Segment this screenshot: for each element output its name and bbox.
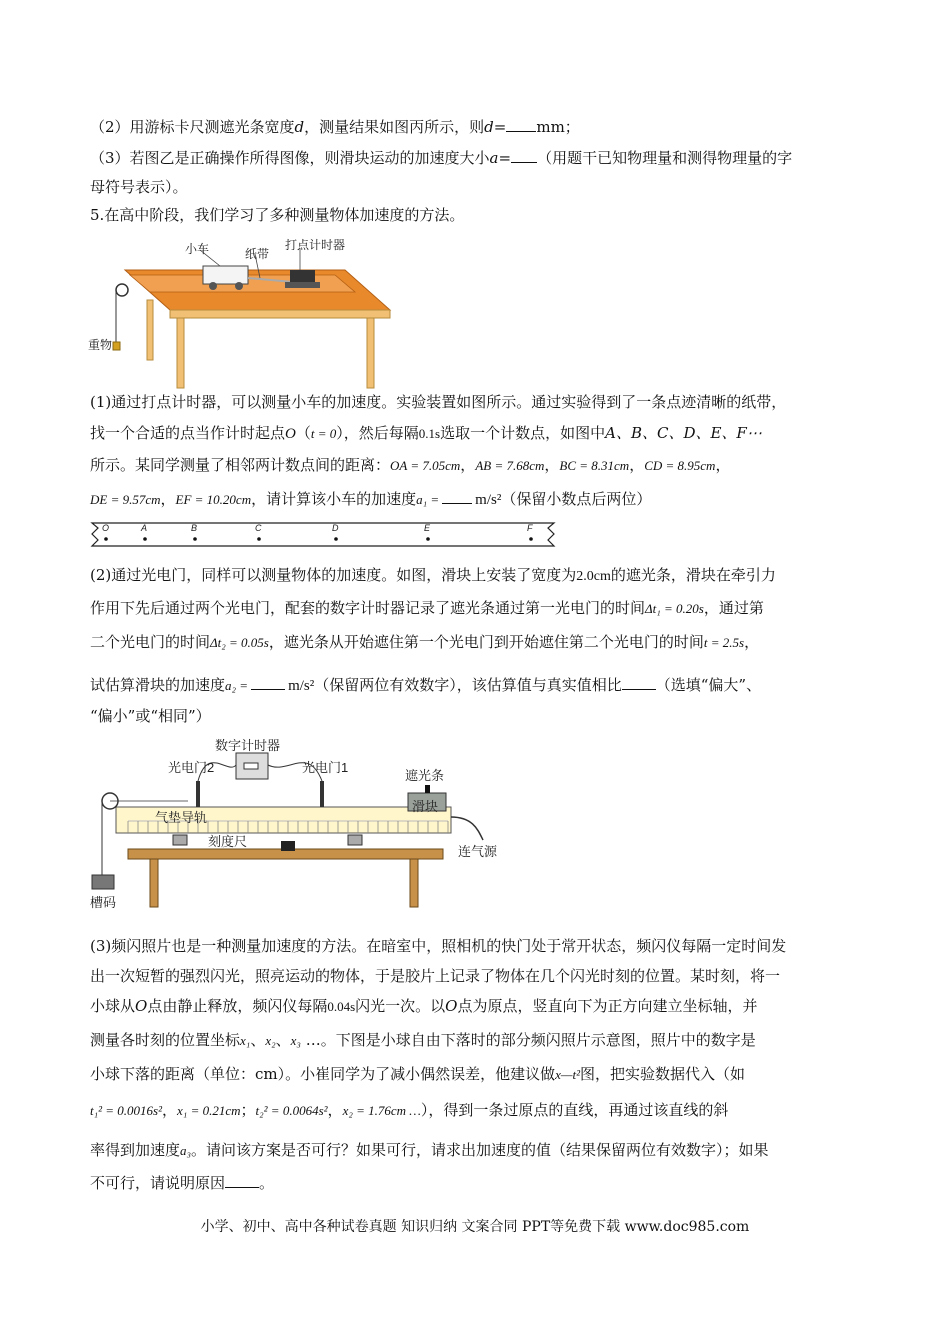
tape-label-O: O <box>102 523 110 533</box>
tape-label-A: A <box>141 523 148 533</box>
label-digital-timer: 数字计时器 <box>215 738 281 753</box>
tape-dot-C <box>257 537 261 541</box>
q4-part2: （2）用游标卡尺测遮光条宽度d，测量结果如图丙所示，则d= mm； <box>90 118 580 136</box>
q5-p2-line1: (2)通过光电门，同样可以测量物体的加速度。如图，滑块上安装了宽度为2.0cm的遮光条，滑块在牵引力 <box>90 566 776 584</box>
paper-tape-figure <box>88 520 558 550</box>
q5-p3-line7: 率得到加速度a₃。请问该方案是否可行？如果可行，请求出加速度的值（结果保留两位有效数字）；如果 <box>90 1141 769 1159</box>
tape-dot-E <box>426 537 430 541</box>
q5-p3-line3: 小球从O点由静止释放，频闪仪每隔0.04s闪光一次。以O点为原点，竖直向下为正方向建立坐标轴，并 <box>90 997 758 1015</box>
q5-p3-line4: 测量各时刻的位置坐标x₁、x₂、x₃ …。下图是小球自由下落时的部分频闪照片示意图，照片中的数字是 <box>90 1031 756 1049</box>
air-track-figure <box>88 735 508 915</box>
tape-label-D: D <box>332 523 339 533</box>
q5-p3-line5: 小球下落的距离（单位：cm）。小崔同学为了减小偶然误差，他建议做x—t²图，把实验数据代入（如 <box>90 1065 745 1083</box>
answer-blank-a[interactable] <box>511 147 537 163</box>
label-shade: 遮光条 <box>405 768 445 783</box>
label-air-track: 气垫导轨 <box>155 810 208 825</box>
q4-part3-line1: （3）若图乙是正确操作所得图像，则滑块运动的加速度大小a= （用题干已知物理量和测得物理量的字 <box>90 149 793 167</box>
label-slider: 滑块 <box>412 799 439 814</box>
label-hook-weight: 槽码 <box>90 895 117 910</box>
q5-p1-line2: 找一个合适的点当作计时起点O（t = 0），然后每隔0.1s选取一个计数点，如图中A、B、C、D、E、F⋯ <box>90 424 762 442</box>
tape-dot-D <box>334 537 338 541</box>
label-weight: 重物 <box>88 338 113 352</box>
label-gate1: 光电门1 <box>302 760 349 775</box>
q5-p3-line6: t₁² = 0.0016s²，x₁ = 0.21cm；t₂² = 0.0064s²，x₂ = 1.76cm …），得到一条过原点的直线，再通过该直线的斜 <box>90 1101 729 1119</box>
tape-dot-A <box>143 537 147 541</box>
tape-dot-O <box>104 537 108 541</box>
answer-blank-a1[interactable] <box>442 488 472 504</box>
q5-p2-line5: “偏小”或“相同”） <box>90 707 211 725</box>
answer-blank-reason[interactable] <box>225 1172 259 1188</box>
tape-label-B: B <box>191 523 198 533</box>
q5-p3-line1: (3)频闪照片也是一种测量加速度的方法。在暗室中，照相机的快门处于常开状态，频闪仪每隔一定时间发 <box>90 937 787 955</box>
tape-dot-B <box>193 537 197 541</box>
label-air-source: 连气源 <box>458 844 498 859</box>
q5-p1-line3: 所示。某同学测量了相邻两计数点间的距离：OA = 7.05cm，AB = 7.68cm，BC = 8.31cm，CD = 8.95cm， <box>90 456 731 474</box>
page-footer: 小学、初中、高中各种试卷真题 知识归纳 文案合同 PPT等免费下载 www.doc985.com <box>200 1219 750 1235</box>
q5-p2-line3: 二个光电门的时间Δt₂ = 0.05s，遮光条从开始遮住第一个光电门到开始遮住第二个光电门的时间t = 2.5s， <box>90 633 760 651</box>
answer-blank-compare[interactable] <box>622 674 656 690</box>
q5-stem: 5.在高中阶段，我们学习了多种测量物体加速度的方法。 <box>90 206 465 224</box>
answer-blank-d[interactable] <box>506 116 536 132</box>
tape-label-C: C <box>255 523 262 533</box>
q5-p1-line4: DE = 9.57cm，EF = 10.20cm，请计算该小车的加速度a₁ = m/s²（保留小数点后两位） <box>90 490 652 508</box>
q5-p3-line2: 出一次短暂的强烈闪光，照亮运动的物体，于是胶片上记录了物体在几个闪光时刻的位置。某时刻，将一 <box>90 967 781 985</box>
tape-label-E: E <box>424 523 431 533</box>
tape-dot-F <box>529 537 533 541</box>
label-ruler: 刻度尺 <box>208 834 248 849</box>
label-timer: 打点计时器 <box>285 238 346 252</box>
q5-p3-line8: 不可行，请说明原因 。 <box>90 1174 275 1192</box>
label-cart: 小车 <box>185 242 210 256</box>
label-tape: 纸带 <box>245 247 270 261</box>
q4-part3-line2: 母符号表示）。 <box>90 178 188 196</box>
answer-blank-a2[interactable] <box>251 674 285 690</box>
tape-label-F: F <box>527 523 533 533</box>
q5-p2-line2: 作用下先后通过两个光电门，配套的数字计时器记录了遮光条通过第一光电门的时间Δt₁ = 0.20s，通过第 <box>90 599 764 617</box>
q5-p1-line1: (1)通过打点计时器，可以测量小车的加速度。实验装置如图所示。通过实验得到了一条点迹清晰的纸带， <box>90 393 787 411</box>
q5-p2-line4: 试估算滑块的加速度a₂ = m/s²（保留两位有效数字），该估算值与真实值相比 （选填“偏大”、 <box>90 676 762 694</box>
label-gate2: 光电门2 <box>168 760 215 775</box>
